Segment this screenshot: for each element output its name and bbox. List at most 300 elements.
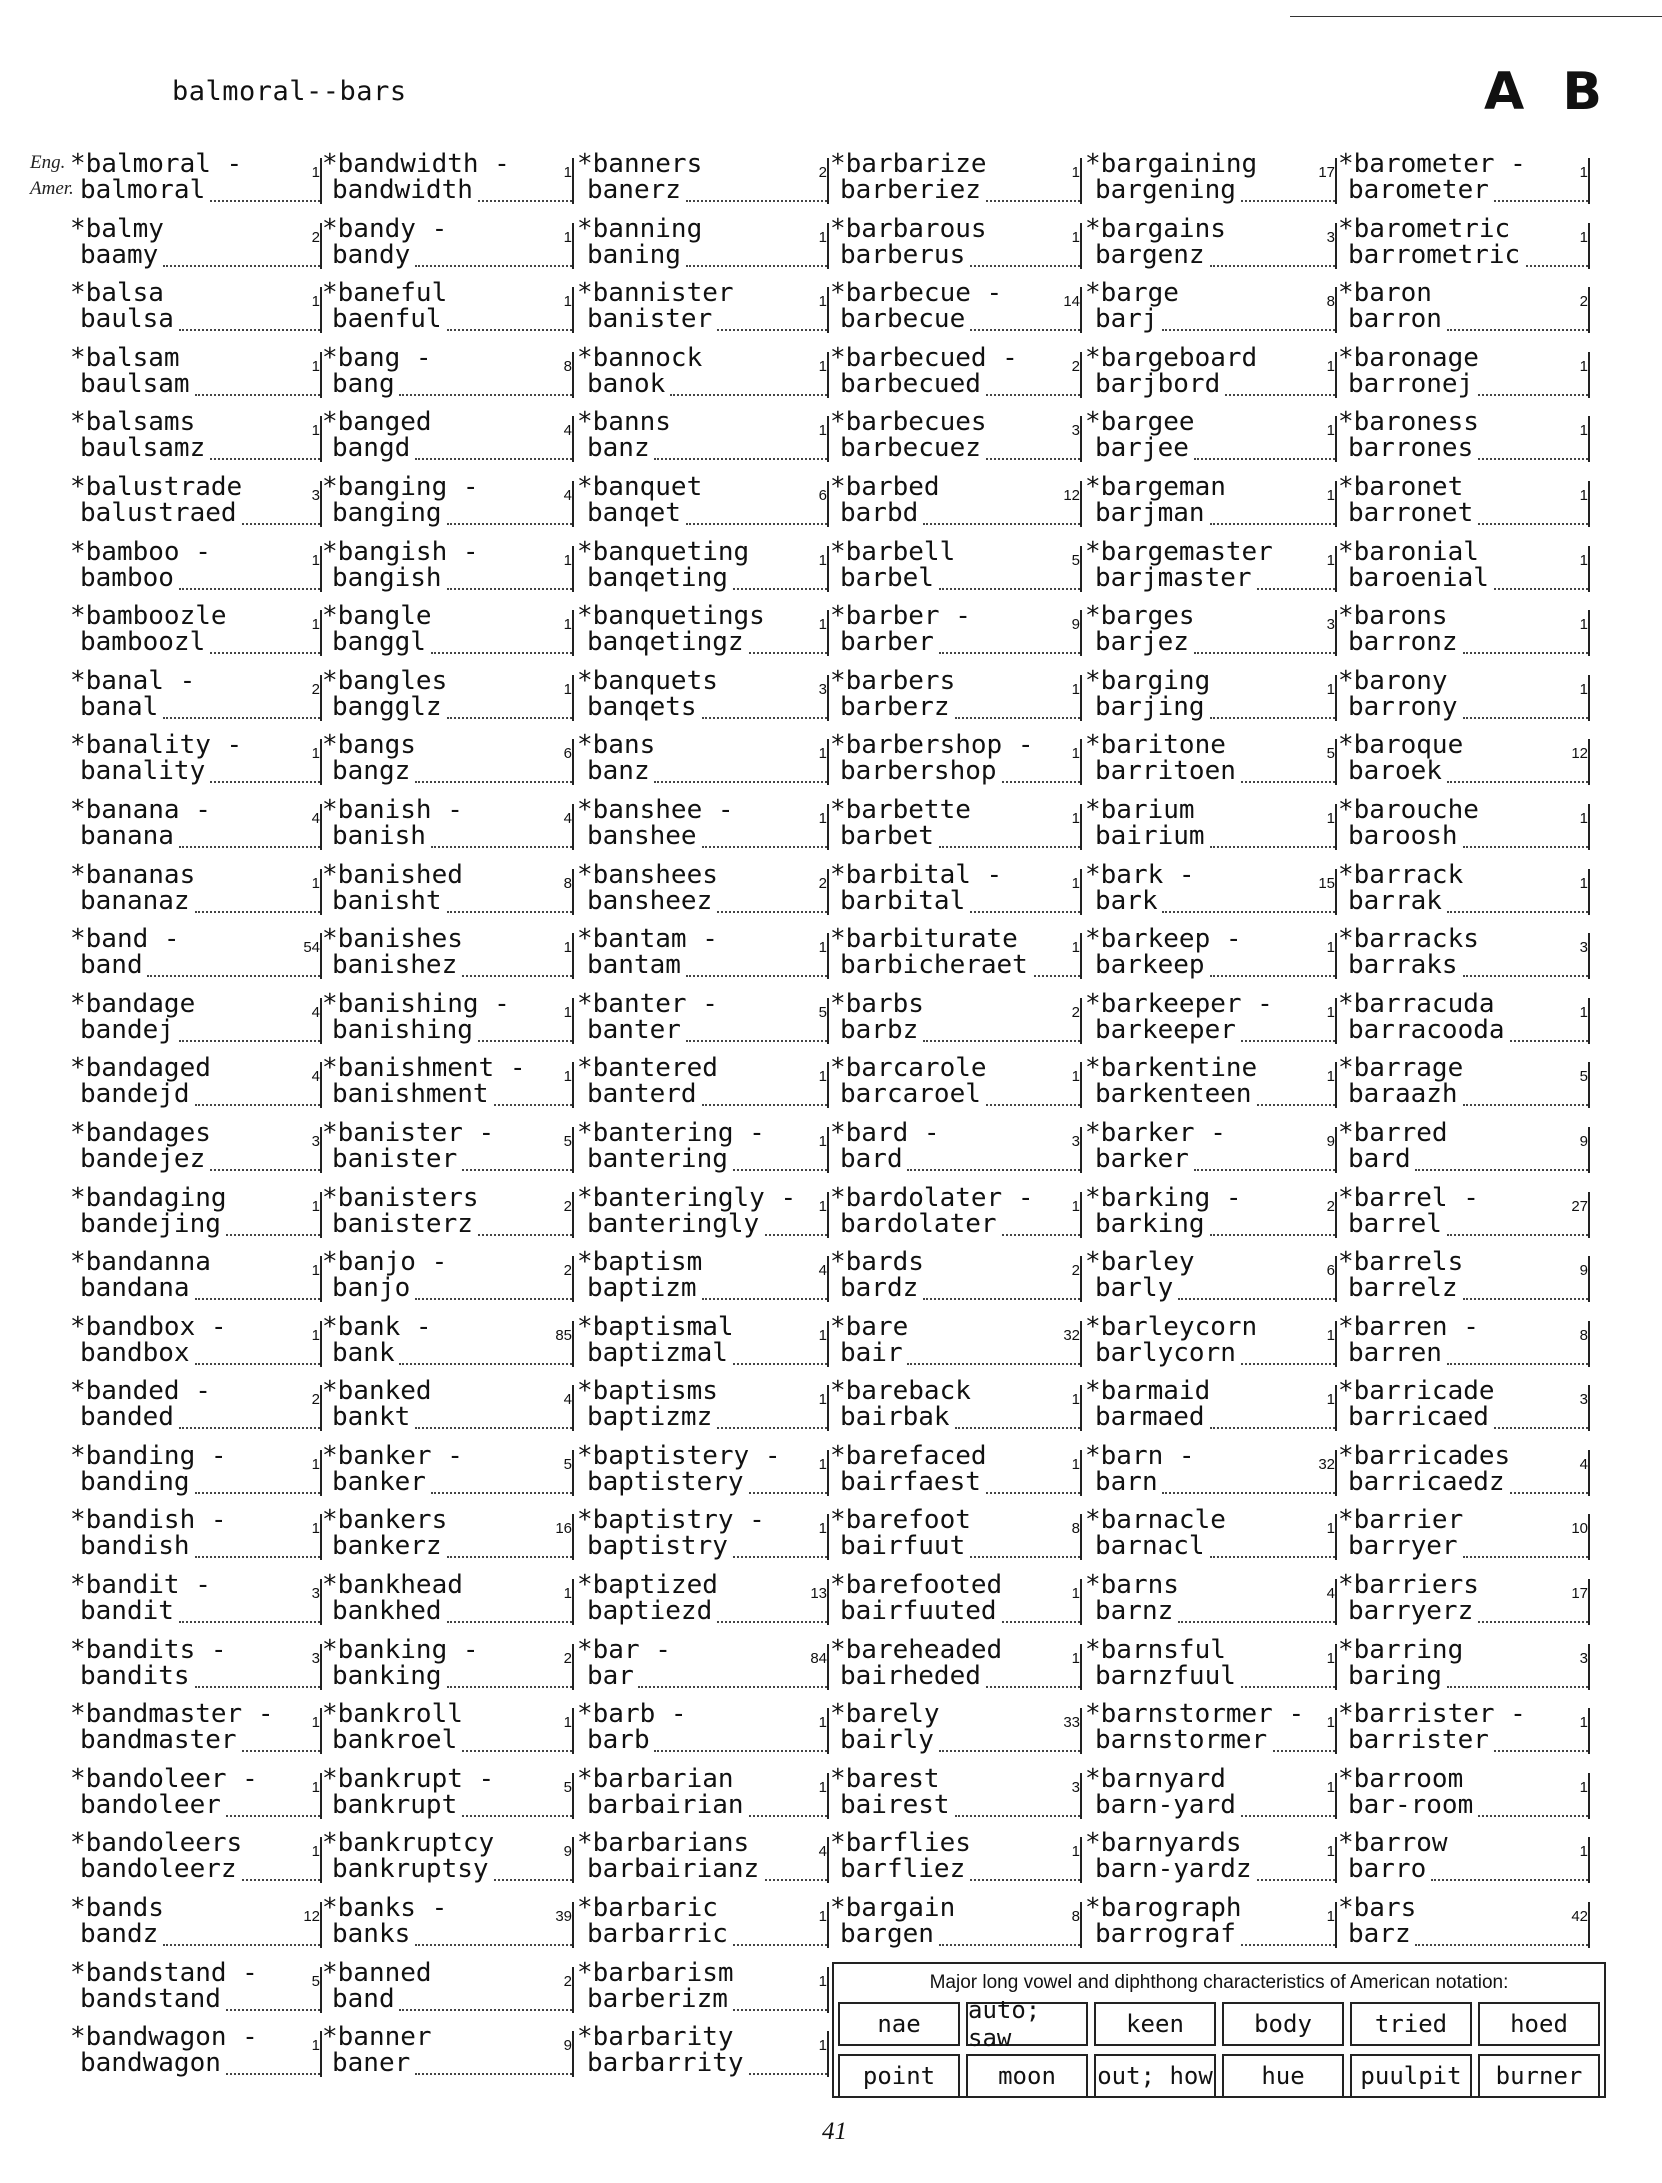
entry-spelling: barricaed [1348, 1402, 1489, 1433]
dotted-leader [1210, 265, 1335, 267]
entry-count: 1 [311, 1843, 320, 1861]
entry-count: 1 [1579, 809, 1588, 827]
entry-count: 84 [810, 1649, 827, 1667]
entry-word: *bans [577, 730, 656, 761]
entry-spelling: banz [587, 756, 650, 787]
dictionary-entry [1085, 1894, 1337, 1959]
column-rule [1080, 1773, 1082, 1819]
entry-spelling: barlycorn [1095, 1337, 1236, 1368]
dotted-leader [1210, 846, 1335, 848]
dictionary-entry [322, 344, 574, 409]
column-rule [1335, 804, 1337, 850]
dotted-leader [1210, 1427, 1335, 1429]
entry-count: 13 [810, 1585, 827, 1603]
dotted-leader [1002, 781, 1080, 783]
entry-word: *baptized [577, 1570, 718, 1601]
column-rule [827, 804, 829, 850]
dictionary-entry [577, 538, 829, 603]
dotted-leader [1494, 588, 1588, 590]
entry-count: 2 [818, 874, 827, 892]
dotted-leader [1463, 1298, 1588, 1300]
entry-word: *barrage [1338, 1053, 1464, 1084]
entry-word: *barbarize [830, 149, 987, 179]
entry-word: *barring [1338, 1634, 1464, 1665]
column-rule [572, 1321, 574, 1367]
entry-count: 1 [1326, 1003, 1335, 1021]
entry-count: 1 [1579, 164, 1588, 181]
column-rule [1588, 416, 1590, 462]
entry-count: 1 [311, 2037, 320, 2055]
dotted-leader [226, 1815, 320, 1817]
dotted-leader [733, 1944, 827, 1946]
entry-spelling: barkeeper [1095, 1014, 1236, 1045]
column-rule [1335, 481, 1337, 527]
entry-spelling: bankruptsy [332, 1854, 489, 1885]
entry-count: 1 [818, 228, 827, 246]
entry-count: 1 [311, 164, 320, 181]
entry-spelling: bairly [840, 1725, 934, 1756]
column-rule [572, 2031, 574, 2077]
dotted-leader [717, 1427, 827, 1429]
column-rule [1588, 481, 1590, 527]
section-letters: A B [1484, 62, 1612, 122]
dotted-leader [478, 1234, 572, 1236]
entry-word: *barbers [830, 665, 956, 696]
dotted-leader [939, 588, 1080, 590]
column-rule [1335, 158, 1337, 204]
entry-word: *barony [1338, 665, 1448, 696]
column-rule [1080, 223, 1082, 269]
entry-count: 1 [1579, 1714, 1588, 1732]
entry-count: 1 [818, 1714, 827, 1732]
dictionary-entry [830, 1894, 1082, 1959]
entry-count: 1 [1579, 357, 1588, 375]
entry-count: 9 [1071, 616, 1080, 634]
entry-count: 4 [1326, 1585, 1335, 1603]
entry-word: *barricades [1338, 1440, 1511, 1471]
entry-count: 1 [818, 616, 827, 634]
entry-spelling: banality [80, 756, 206, 787]
entry-word: *banshee - [577, 794, 734, 825]
dictionary-entry [1085, 473, 1337, 538]
entry-spelling: bandejez [80, 1143, 206, 1174]
entry-word: *banister - [322, 1117, 495, 1148]
entry-count: 1 [563, 616, 572, 634]
entry-word: *barrels [1338, 1247, 1464, 1278]
entry-spelling: barz [1348, 1919, 1411, 1950]
dictionary-entry [322, 1054, 574, 1119]
entry-spelling: barrony [1348, 691, 1458, 722]
dictionary-entry [322, 1506, 574, 1571]
entry-spelling: baptistery [587, 1466, 744, 1497]
entry-word: *banns [577, 407, 671, 438]
entry-count: 1 [311, 874, 320, 892]
dictionary-entry [1085, 667, 1337, 732]
entry-word: *barometer - [1338, 149, 1526, 179]
column-rule [1080, 158, 1082, 204]
dotted-leader [147, 975, 320, 977]
dotted-leader [1526, 265, 1588, 267]
entry-word: *barren - [1338, 1311, 1479, 1342]
column-rule [572, 1192, 574, 1238]
dictionary-entry [70, 473, 322, 538]
entry-spelling: banshee [587, 820, 697, 851]
dotted-leader [399, 394, 572, 396]
entry-word: *bankroll [322, 1699, 463, 1730]
dotted-leader [415, 1298, 572, 1300]
entry-count: 1 [1071, 1455, 1080, 1473]
entry-count: 2 [563, 1972, 572, 1990]
entry-count: 1 [818, 1391, 827, 1409]
entry-spelling: banding [80, 1466, 190, 1497]
entry-word: *barley [1085, 1247, 1195, 1278]
entry-word: *bank - [322, 1311, 432, 1342]
entry-word: *barbiturate [830, 924, 1018, 955]
entry-spelling: bandejd [80, 1079, 190, 1110]
dotted-leader [907, 1363, 1080, 1365]
entry-count: 1 [1071, 1068, 1080, 1086]
column-rule [1080, 998, 1082, 1044]
entry-count: 4 [818, 1262, 827, 1280]
entry-spelling: bard [1348, 1143, 1411, 1174]
dictionary-entry [1085, 1765, 1337, 1830]
entry-word: *banding - [70, 1440, 227, 1471]
dictionary-entry [1338, 215, 1590, 280]
dictionary-entry [830, 344, 1082, 409]
entry-spelling: barrograf [1095, 1919, 1236, 1950]
dotted-leader [1002, 1621, 1080, 1623]
dictionary-entry [1338, 1636, 1590, 1701]
dictionary-entry [577, 2023, 829, 2088]
page-number: 41 [822, 2118, 847, 2145]
entry-word: *bankhead [322, 1570, 463, 1601]
dotted-leader [210, 200, 320, 202]
column-rule [572, 158, 574, 204]
entry-count: 2 [563, 1262, 572, 1280]
entry-spelling: barberus [840, 239, 966, 270]
column-rule [572, 1837, 574, 1883]
dictionary-entry [70, 408, 322, 473]
entry-word: *bandstand - [70, 1957, 258, 1988]
entry-count: 1 [1071, 1197, 1080, 1215]
column-rule [1080, 869, 1082, 915]
entry-spelling: barn-yardz [1095, 1854, 1252, 1885]
entry-count: 3 [311, 1132, 320, 1150]
column-rule [827, 1385, 829, 1431]
entry-spelling: barbairianz [587, 1854, 760, 1885]
dictionary-entry [322, 1442, 574, 1507]
column-rule [572, 546, 574, 592]
dictionary-entry [322, 1571, 574, 1636]
entry-count: 1 [311, 1262, 320, 1280]
entry-word: *banished [322, 859, 463, 890]
column-rule [1588, 1256, 1590, 1302]
entry-spelling: barren [1348, 1337, 1442, 1368]
column-rule [827, 1192, 829, 1238]
dotted-leader [1494, 1750, 1588, 1752]
dictionary-entry [830, 1765, 1082, 1830]
column-rule [1335, 1773, 1337, 1819]
entry-count: 2 [311, 680, 320, 698]
entry-count: 1 [1326, 1391, 1335, 1409]
entry-spelling: bandejing [80, 1208, 221, 1239]
dictionary-entry [1338, 1313, 1590, 1378]
entry-spelling: banish [332, 820, 426, 851]
dotted-leader [179, 1621, 320, 1623]
entry-word: *bandy - [322, 213, 448, 244]
dictionary-entry [830, 1377, 1082, 1442]
entry-word: *bargeman [1085, 471, 1226, 502]
entry-count: 1 [1326, 1520, 1335, 1538]
entry-count: 1 [563, 1585, 572, 1603]
column-rule [1335, 416, 1337, 462]
entry-count: 33 [1063, 1714, 1080, 1732]
dotted-leader [1194, 1169, 1335, 1171]
column-rule [1080, 1644, 1082, 1690]
entry-spelling: banker [332, 1466, 426, 1497]
entry-count: 1 [311, 293, 320, 311]
dictionary-entry [830, 1184, 1082, 1249]
entry-count: 1 [818, 357, 827, 375]
dictionary-entry [577, 1442, 829, 1507]
entry-spelling: banerz [587, 175, 681, 205]
entry-word: *barbette [830, 794, 971, 825]
dictionary-entry [577, 602, 829, 667]
entry-count: 5 [1579, 1068, 1588, 1086]
column-rule [1080, 1902, 1082, 1948]
dotted-leader [717, 329, 827, 331]
dictionary-entry [1338, 990, 1590, 1055]
entry-word: *bamboo - [70, 536, 211, 567]
dotted-leader [923, 1040, 1080, 1042]
dictionary-entry [830, 1571, 1082, 1636]
dictionary-entry [1338, 344, 1590, 409]
entry-word: *banquet [577, 471, 703, 502]
entry-count: 8 [1071, 1908, 1080, 1926]
entry-count: 17 [1571, 1585, 1588, 1603]
entry-count: 9 [563, 2037, 572, 2055]
entry-count: 1 [818, 745, 827, 763]
entry-word: *barrack [1338, 859, 1464, 890]
entry-word: *bareheaded [830, 1634, 1003, 1665]
entry-spelling: barrometric [1348, 239, 1521, 270]
entry-word: *barges [1085, 601, 1195, 632]
dotted-leader [242, 1879, 320, 1881]
entry-spelling: barn [1095, 1466, 1158, 1497]
entry-spelling: bangish [332, 562, 442, 593]
dotted-leader [447, 588, 572, 590]
entry-count: 9 [1326, 1132, 1335, 1150]
dotted-leader [638, 1686, 827, 1688]
column-rule [827, 2031, 829, 2077]
dotted-leader [1478, 458, 1588, 460]
dotted-leader [226, 2009, 320, 2011]
dictionary-entry [830, 1313, 1082, 1378]
column-rule [1335, 1644, 1337, 1690]
entry-count: 4 [311, 1003, 320, 1021]
side-label-eng: Eng. [30, 152, 66, 173]
dotted-leader [210, 781, 320, 783]
entry-count: 1 [1071, 1585, 1080, 1603]
dictionary-entry [830, 538, 1082, 603]
entry-spelling: barryerz [1348, 1596, 1474, 1627]
column-rule [572, 804, 574, 850]
dotted-leader [717, 1621, 827, 1623]
dictionary-entry [830, 602, 1082, 667]
dictionary-entry [70, 731, 322, 796]
entry-count: 1 [311, 1455, 320, 1473]
entry-word: *banish - [322, 794, 463, 825]
entry-spelling: baptistry [587, 1531, 728, 1562]
dictionary-entry [830, 1636, 1082, 1701]
entry-word: *barbarian [577, 1763, 734, 1794]
column-rule [572, 1062, 574, 1108]
entry-word: *barons [1338, 601, 1448, 632]
dictionary-entry [830, 1506, 1082, 1571]
dotted-leader [478, 1040, 572, 1042]
column-rule [1588, 352, 1590, 398]
dictionary-entry [70, 1571, 322, 1636]
dotted-leader [462, 1750, 572, 1752]
dictionary-entry [1338, 1829, 1590, 1894]
dotted-leader [415, 2073, 572, 2075]
entry-spelling: barrel [1348, 1208, 1442, 1239]
column-rule [1588, 1192, 1590, 1238]
entry-spelling: banterd [587, 1079, 697, 1110]
dictionary-entry [1338, 925, 1590, 990]
column-rule [1588, 1514, 1590, 1560]
column-rule [572, 933, 574, 979]
dotted-leader [1178, 1298, 1335, 1300]
column-rule [827, 158, 829, 204]
entry-count: 3 [1071, 1132, 1080, 1150]
dotted-leader [702, 1104, 827, 1106]
entry-spelling: bairfaest [840, 1466, 981, 1497]
entry-word: *bar - [577, 1634, 671, 1665]
entry-word: *bargeboard [1085, 342, 1258, 373]
dictionary-column [577, 150, 829, 2088]
dotted-leader [226, 1234, 320, 1236]
entry-word: *baneful [322, 278, 448, 309]
dotted-leader [955, 717, 1080, 719]
entry-word: *banquets [577, 665, 718, 696]
dotted-leader [923, 1298, 1080, 1300]
dotted-leader [1478, 1621, 1588, 1623]
dictionary-entry [830, 1119, 1082, 1184]
entry-word: *bamboozle [70, 601, 227, 632]
dictionary-entry [1085, 1636, 1337, 1701]
dotted-leader [431, 846, 572, 848]
entry-word: *banker - [322, 1440, 463, 1471]
dotted-leader [986, 200, 1080, 202]
entry-spelling: barbecued [840, 368, 981, 399]
entry-spelling: bang [332, 368, 395, 399]
entry-word: *bard - [830, 1117, 940, 1148]
dotted-leader [1447, 329, 1588, 331]
entry-count: 1 [1579, 874, 1588, 892]
entry-spelling: banal [80, 691, 159, 722]
column-rule [827, 1514, 829, 1560]
entry-word: *barbecues [830, 407, 987, 438]
dictionary-entry [577, 861, 829, 926]
entry-spelling: barraks [1348, 950, 1458, 981]
entry-word: *barkentine [1085, 1053, 1258, 1084]
entry-spelling: bandit [80, 1596, 174, 1627]
dictionary-entry [1085, 925, 1337, 990]
entry-word: *banishing - [322, 988, 510, 1019]
column-rule [1335, 223, 1337, 269]
dotted-leader [986, 1492, 1080, 1494]
entry-word: *barometric [1338, 213, 1511, 244]
dotted-leader [1241, 1040, 1335, 1042]
entry-count: 1 [563, 1003, 572, 1021]
column-rule [1335, 610, 1337, 656]
column-rule [827, 1902, 829, 1948]
entry-spelling: baraazh [1348, 1079, 1458, 1110]
entry-word: *bandish - [70, 1505, 227, 1536]
entry-count: 1 [311, 616, 320, 634]
entry-spelling: banister [587, 304, 713, 335]
entry-word: *barrow [1338, 1828, 1448, 1859]
column-rule [1588, 1062, 1590, 1108]
entry-spelling: baptizmal [587, 1337, 728, 1368]
entry-word: *barnacle [1085, 1505, 1226, 1536]
entry-count: 1 [1579, 616, 1588, 634]
entry-spelling: bandy [332, 239, 411, 270]
entry-word: *bantered [577, 1053, 718, 1084]
dictionary-entry [577, 1894, 829, 1959]
entry-count: 8 [1071, 1520, 1080, 1538]
entry-count: 39 [555, 1908, 572, 1926]
entry-spelling: banisterz [332, 1208, 473, 1239]
entry-word: *barefaced [830, 1440, 987, 1471]
dotted-leader [749, 652, 827, 654]
column-rule [827, 1644, 829, 1690]
entry-word: *bandit - [70, 1570, 211, 1601]
entry-word: *baptistery - [577, 1440, 781, 1471]
entry-word: *barnyard [1085, 1763, 1226, 1794]
entry-word: *balsa [70, 278, 164, 309]
entry-word: *bands [70, 1893, 164, 1924]
entry-spelling: baptizm [587, 1273, 697, 1304]
column-rule [1588, 804, 1590, 850]
entry-count: 1 [1071, 680, 1080, 698]
entry-spelling: baroosh [1348, 820, 1458, 851]
vowel-key-cell: puulpit [1350, 2054, 1472, 2098]
entry-count: 6 [818, 486, 827, 504]
dotted-leader [1494, 1427, 1588, 1429]
column-rule [572, 675, 574, 721]
column-rule [572, 998, 574, 1044]
entry-word: *baptism [577, 1247, 703, 1278]
entry-count: 9 [1579, 1132, 1588, 1150]
entry-word: *bannister [577, 278, 734, 309]
dotted-leader [733, 588, 827, 590]
entry-word: *bandwidth - [322, 149, 510, 179]
column-rule [1335, 1450, 1337, 1496]
entry-count: 2 [563, 1197, 572, 1215]
entry-word: *baptismal [577, 1311, 734, 1342]
column-rule [1335, 287, 1337, 333]
entry-count: 27 [1571, 1197, 1588, 1215]
entry-count: 1 [1326, 1649, 1335, 1667]
entry-spelling: bangz [332, 756, 411, 787]
entry-word: *banked [322, 1376, 432, 1407]
entry-count: 1 [563, 293, 572, 311]
dotted-leader [195, 1492, 320, 1494]
entry-word: *barkeeper - [1085, 988, 1273, 1019]
entry-spelling: barbel [840, 562, 934, 593]
